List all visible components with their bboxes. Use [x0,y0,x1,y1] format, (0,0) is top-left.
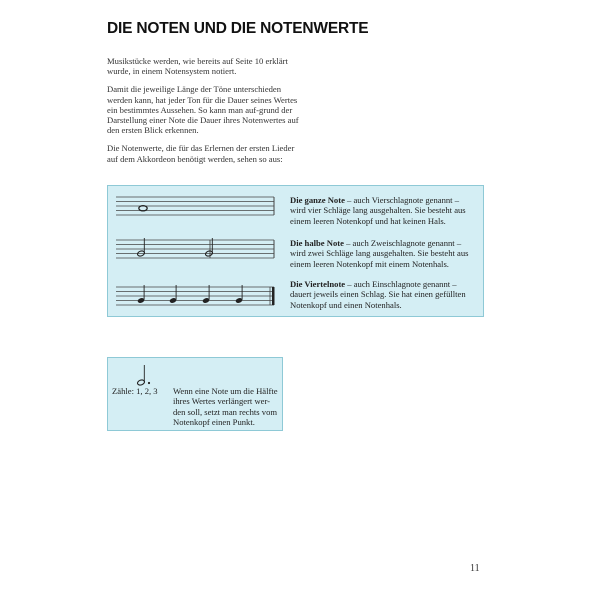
half-note-staff [116,238,276,260]
half-note-icon [205,238,213,257]
dotted-note-text: Wenn eine Note um die Hälfte ihres Wertes verlängert wer-den soll, setzt man rechts vom Notenkopf einen Punkt. [173,386,278,427]
half-note-term: Die halbe Note [290,238,344,248]
intro-paragraph: Die Notenwerte, die für das Erlernen der ersten Lieder auf dem Akkordeon benötigt werden, sehen so aus: [107,143,295,164]
quarter-note-icon [235,285,243,304]
whole-note-description [290,195,476,226]
intro-text [107,56,307,172]
dotted-half-note-icon [132,364,162,388]
whole-note-term: Die ganze Note [290,195,345,205]
count-label: Zähle: 1, 2, 3 [112,386,158,396]
half-note-text: – auch Zweischlagnote genannt – wird zwei Schläge lang ausgehalten. Sie besteht aus einem leeren Notenkopf mit einem Notenhals. [290,238,469,269]
quarter-note-icon [137,285,145,304]
whole-note-icon [139,206,147,211]
whole-note-text: – auch Vierschlagnote genannt – wird vier Schläge lang ausgehalten. Sie besteht aus einem leeren Notenkopf und hat keinen Hals. [290,195,466,226]
quarter-note-staff [116,285,276,307]
quarter-note-term: Die Viertelnote [290,279,346,289]
quarter-note-description [290,279,476,310]
half-note-icon [137,238,145,257]
intro-paragraph: Musikstücke werden, wie bereits auf Seite 10 erklärt wurde, in einem Notensystem notiert. [107,56,288,77]
page-heading: DIE NOTEN UND DIE NOTENWERTE [107,20,369,37]
dotted-note-box [107,357,283,431]
quarter-note-icon [169,285,177,304]
intro-paragraph: Damit die jeweilige Länge der Töne unterschieden werden kann, hat jeder Ton für die Dauer seines Wertes ein bestimmtes Aussehen. So kann man auf-grund der Darstellung einer Note die Dauer ihres Notenwertes auf den ersten Blick erkennen. [107,84,299,136]
half-note-description [290,238,476,269]
page-number: 11 [470,563,480,574]
quarter-note-text: – auch Einschlagnote genannt – dauert jeweils einen Schlag. Sie hat einen gefüllten Notenkopf und einen Notenhals. [290,279,466,310]
quarter-note-icon [202,285,210,304]
note-values-box [107,185,484,317]
whole-note-staff [116,195,276,217]
